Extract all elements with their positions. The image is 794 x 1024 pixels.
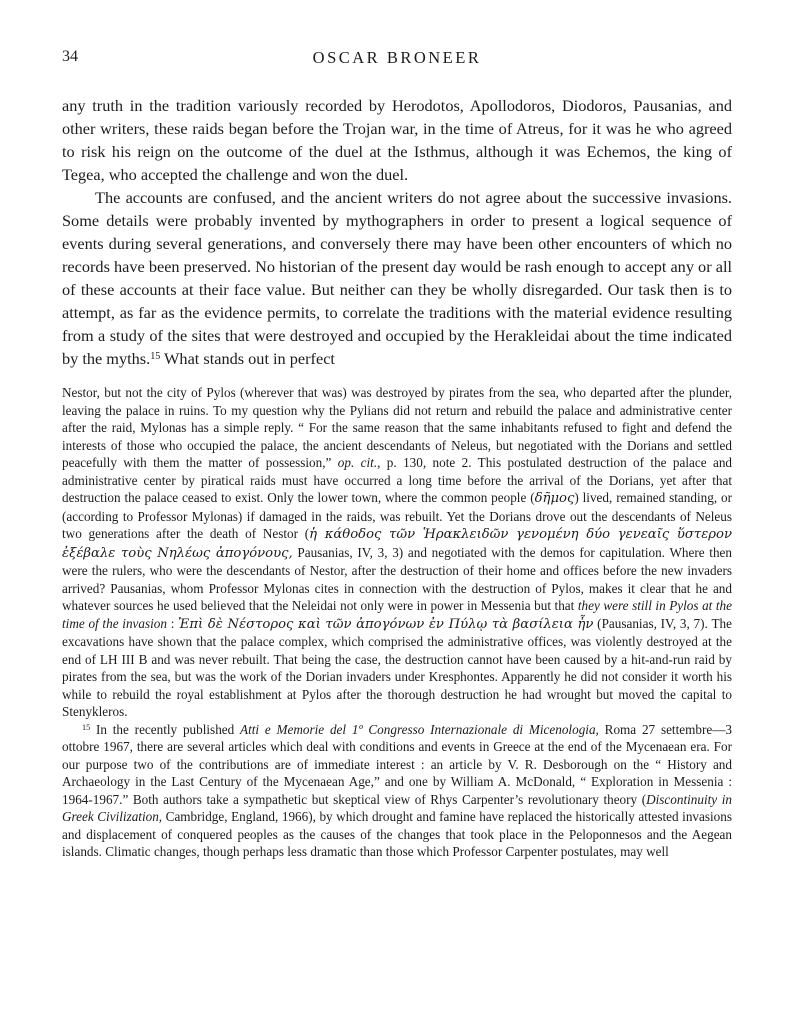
body-paragraph-2: The accounts are confused, and the ancient writers do not agree about the successive invasions. Some details were probably invented by mythographers in order to present a logical sequence of events during several generations, and conversely there may have been other encounters of which no records have been preserved. No historian of the present day would be rash enough to accept any or all of these accounts at their face value. But neither can they be wholly disregarded. Our task then is to attempt, as far as the evidence permits, to correlate the traditions with the material evidence resulting from a study of the sites that were destroyed and occupied by the Herakleidai about the time indicated by the myths.$^{15}$ What stands out in perfect [62, 188, 732, 368]
main-text-block [62, 94, 732, 370]
page-number: 34 [62, 48, 78, 65]
running-header [62, 48, 732, 70]
footnote-15: $^{15}$ In the recently published Atti e Memorie del 1º Congresso Internazionale di Micenologia, Roma 27 settembre—3 ottobre 1967, there are several articles which deal with conditions and events in Greece at the end of the Mycenaean era. For our purpose two of the contributions are of immediate interest : an article by V. R. Desborough on the “ History and Archaeology in the Last Century of the Mycenaean Age,” and one by William A. McDonald, “ Exploration in Messenia : 1964-1967.” Both authors take a sympathetic but skeptical view of Rhys Carpenter’s revolutionary theory (Discontinuity in Greek Civilization, Cambridge, England, 1966), by which drought and famine have replaced the historically attested invasions and displacement of conquered peoples as the causes of the changes that took place in the Peloponnesos and the Aegean islands. Climatic changes, though perhaps less dramatic than those which Professor Carpenter postulates, may well [62, 721, 732, 859]
running-head-author: OSCAR BRONEER [312, 48, 482, 67]
footnote-14-continuation: Nestor, but not the city of Pylos (wherever that was) was destroyed by pirates from the sea, who departed after the plunder, leaving the palace in ruins. To my question why the Pylians did not return and rebuild the palace and administrative center after the raid, Mylonas has a simple reply. “ For the same reason that the same inhabitants refused to fight and defend the interests of those who occupied the palace, the ancient descendants of Neleus, but negotiated with the Dorians and settled peacefully with them the matter of possession,” op. cit., p. 130, note 2. This postulated destruction of the palace and administrative center by piratical raids must have occurred a long time before the arrival of the Dorians, yet after that destruction the palace ceased to exist. Only the lower town, where the common people (δῆμος) lived, remained standing, or (according to Professor Mylonas) if damaged in the raids, was rebuilt. Yet the Dorians drove out the descendants of Neleus two generations after the death of Nestor (ἡ κάθοδος τῶν Ἡρακλειδῶν γενομένη δύο γενεαῖς ὕστερον ἐξέβαλε τοὺς Νηλέως ἀπογόνους, Pausanias, IV, 3, 3) and negotiated with the demos for capitulation. Where then were the rulers, who were the descendants of Nestor, after the destruction of their home and offices before the new invaders arrived? Pausanias, whom Professor Mylonas cites in connection with the destruction of Pylos, makes it clear that he and whatever sources he used believed that the Neleidai not only were in power in Messenia but that they were still in Pylos at the time of the invasion : Ἐπὶ δὲ Νέστορος καὶ τῶν ἀπογόνων ἐν Πύλῳ τὰ βασίλεια ἦν (Pausanias, IV, 3, 7). The excavations have shown that the palace complex, which comprised the administrative offices, was violently destroyed at the end of LH III B and was never rebuilt. That being the case, the destruction cannot have been caused by a hit-and-run raid by pirates from the sea, but was the work of the Dorian invaders under Kresphontes. Apparently he did not consider it worth his while to rebuild the royal establishment at Pylos after the thorough destruction he had wrought but moved the capital to Stenykleros. [62, 385, 733, 719]
footnotes-section [62, 384, 732, 861]
body-paragraph-1: any truth in the tradition variously recorded by Herodotos, Apollodoros, Diodoros, Pausanias, and other writers, these raids began before the Trojan war, in the time of Atreus, for it was he who agreed to risk his reign on the outcome of the duel at the Isthmus, although it was Echemos, the king of Tegea, who accepted the challenge and won the duel. [62, 96, 732, 184]
